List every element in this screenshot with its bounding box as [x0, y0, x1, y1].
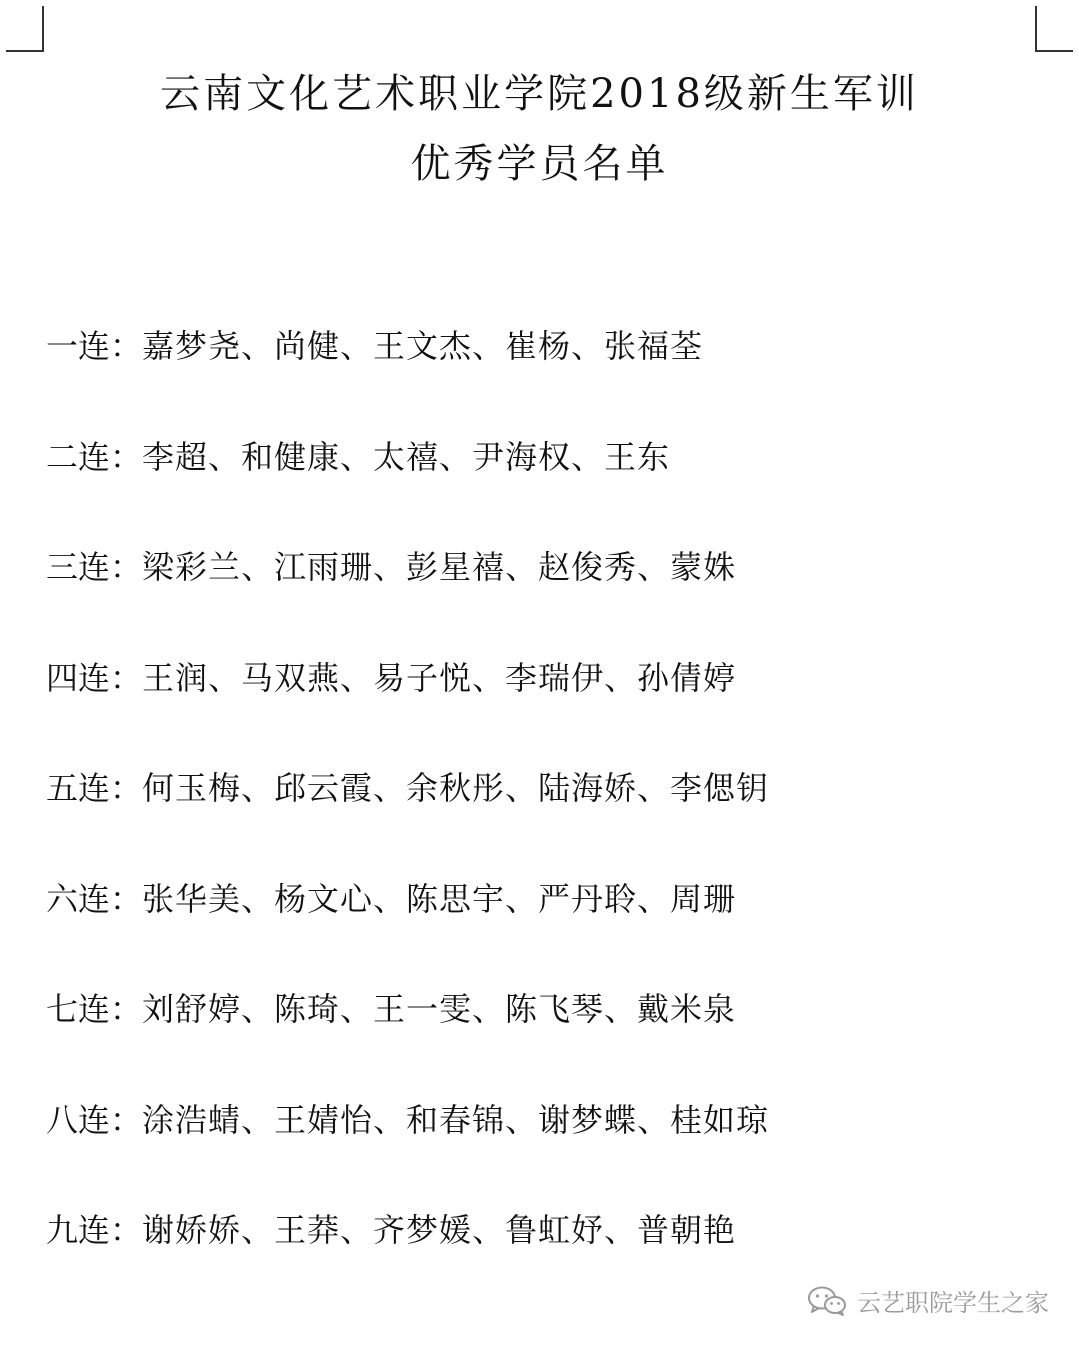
page-corner-mark-top-right	[1035, 6, 1073, 52]
document-title-line-1: 云南文化艺术职业学院2018级新生军训	[160, 71, 919, 117]
company-row-6	[46, 871, 1046, 982]
company-names: 涂浩蜻、王婧怡、和春锦、谢梦蝶、桂如琼	[142, 1100, 770, 1139]
page-corner-mark-top-left	[6, 6, 44, 52]
wechat-icon	[807, 1285, 847, 1317]
company-label: 一连：	[46, 327, 143, 365]
company-row-2	[46, 429, 1046, 540]
company-row-8	[46, 1092, 1046, 1203]
company-names: 李超、和健康、太禧、尹海权、王东	[142, 437, 671, 476]
company-names: 梁彩兰、江雨珊、彭星禧、赵俊秀、蒙姝	[142, 548, 737, 586]
company-names: 谢娇娇、王莽、齐梦媛、鲁虹妤、普朝艳	[142, 1211, 737, 1249]
company-label: 四连：	[46, 658, 143, 697]
document-title-line-2: 优秀学员名单	[410, 141, 669, 187]
company-label: 八连：	[46, 1100, 143, 1139]
company-names: 刘舒婷、陈琦、王一雯、陈飞琴、戴米泉	[142, 990, 737, 1028]
company-label: 二连：	[46, 437, 143, 476]
company-names: 张华美、杨文心、陈思宇、严丹聆、周珊	[142, 879, 737, 918]
company-row-4	[46, 650, 1046, 761]
company-names: 嘉梦尧、尚健、王文杰、崔杨、张福荃	[142, 327, 704, 365]
company-label: 七连：	[46, 990, 143, 1028]
company-label: 六连：	[46, 879, 143, 918]
company-row-1	[46, 318, 1046, 429]
company-list	[46, 318, 1046, 1313]
company-label: 九连：	[46, 1211, 143, 1249]
watermark	[807, 1283, 1049, 1318]
watermark-text: 云艺职院学生之家	[857, 1289, 1049, 1317]
company-label: 五连：	[46, 769, 143, 807]
company-names: 王润、马双燕、易子悦、李瑞伊、孙倩婷	[142, 658, 737, 697]
company-names: 何玉梅、邱云霞、余秋彤、陆海娇、李偲钥	[142, 769, 770, 807]
company-row-3	[46, 539, 1046, 650]
company-row-5	[46, 760, 1046, 871]
company-row-7	[46, 981, 1046, 1092]
company-label: 三连：	[46, 548, 143, 586]
